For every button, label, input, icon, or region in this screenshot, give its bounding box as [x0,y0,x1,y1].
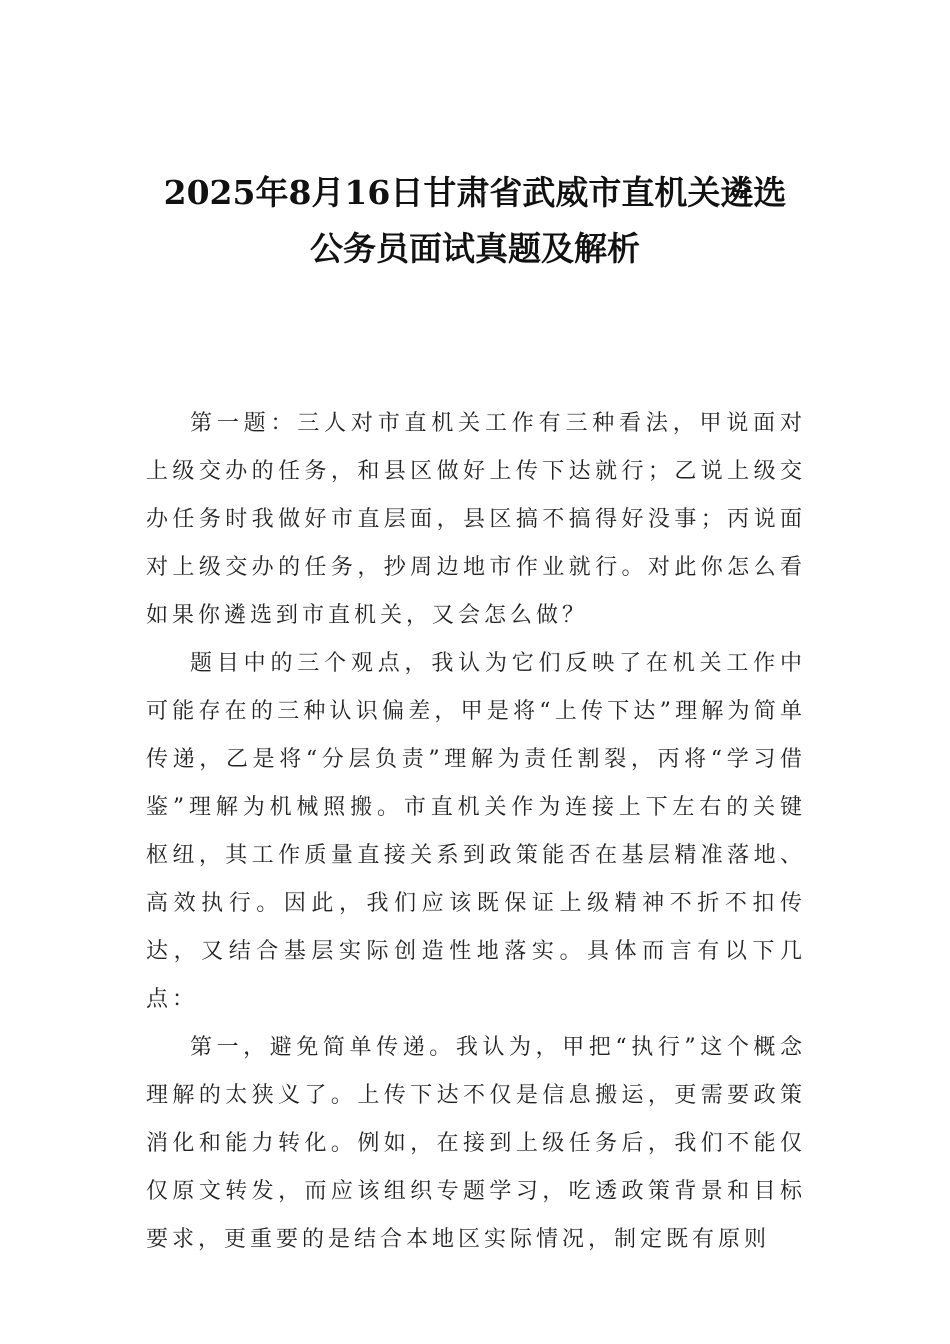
document-title [100,165,850,277]
title-line-2: 公务员面试真题及解析 [310,229,640,268]
document-body [146,400,806,1264]
title-line-1: 2025年8月16日甘肃省武威市直机关遴选 [163,173,787,212]
paragraph-analysis-intro: 题目中的三个观点，我认为它们反映了在机关工作中可能存在的三种认识偏差，甲是将“上传下达”理解为简单传递，乙是将“分层负责”理解为责任割裂，丙将“学习借鉴”理解为机械照搬。市直机关作为连接上下左右的关键枢纽，其工作质量直接关系到政策能否在基层精准落地、高效执行。因此，我们应该既保证上级精神不折不扣传达，又结合基层实际创造性地落实。具体而言有以下几点： [146,651,806,1012]
paragraph-point-1: 第一，避免简单传递。我认为，甲把“执行”这个概念理解的太狭义了。上传下达不仅是信息搬运，更需要政策消化和能力转化。例如，在接到上级任务后，我们不能仅仅原文转发，而应该组织专题学习，吃透政策背景和目标要求，更重要的是结合本地区实际情况，制定既有原则 [146,1035,806,1252]
paragraph-question-1: 第一题：三人对市直机关工作有三种看法，甲说面对上级交办的任务，和县区做好上传下达就行；乙说上级交办任务时我做好市直层面，县区搞不搞得好没事；丙说面对上级交办的任务，抄周边地市作业就行。对此你怎么看如果你遴选到市直机关，又会怎么做？ [146,411,806,628]
